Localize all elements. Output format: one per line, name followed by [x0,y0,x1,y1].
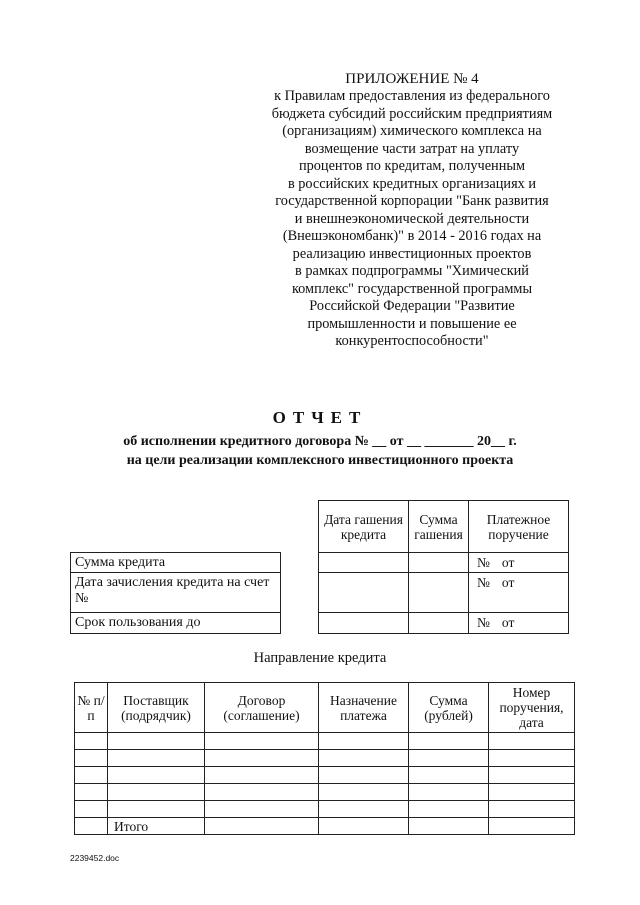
credit-table [70,500,569,634]
table-row [75,767,575,784]
credit-table-row [71,573,569,613]
header-repayment-date: Дата гашения кредита [319,501,409,553]
appendix-line: в рамках подпрограммы "Химический [295,263,529,279]
appendix-line: комплекс" государственной программы [291,280,533,297]
appendix-line: (организациям) химического комплекса на [282,123,542,139]
appendix-line: возмещение части затрат на уплату [304,140,520,157]
appendix-line: и внешнеэкономической деятельности [294,210,530,227]
row-label-usage-term: Срок пользования до [71,613,281,634]
direction-header-row [75,683,575,733]
header-order: Номер поручения, дата [489,683,575,733]
table-row [75,784,575,801]
payment-order-cell[interactable]: № от [469,553,569,573]
report-title: ОТЧЕТ [272,408,368,427]
appendix-line: Российской Федерации "Развитие [309,298,515,314]
appendix-line: реализацию инвестиционных проектов [292,245,532,262]
credit-table-row [71,553,569,573]
table-row [75,801,575,818]
credit-table-row [71,613,569,634]
header-num: № п/п [75,683,108,733]
table-row [75,733,575,750]
appendix-line: государственной корпорации "Банк развития [275,193,549,209]
repayment-amount-cell[interactable] [409,613,469,634]
appendix-line: (Внешэкономбанк)" в 2014 - 2016 годах на [282,228,542,244]
direction-title: Направление кредита [253,650,387,666]
appendix-line: конкурентоспособности" [335,333,489,349]
appendix-line: промышленности и повышение ее [307,315,517,332]
header-purpose: Назначение платежа [319,683,409,733]
appendix-line: в российских кредитных организациях и [287,175,537,192]
repayment-date-cell[interactable] [319,573,409,613]
report-subtitle-purpose: на цели реализации комплексного инвестиционного проекта [126,453,514,468]
repayment-amount-cell[interactable] [409,553,469,573]
header-repayment-amount: Сумма гашения [409,501,469,553]
payment-order-cell[interactable]: № от [469,573,569,613]
credit-table-header-row [71,501,569,553]
header-payment-order: Платежное поручение [469,501,569,553]
footer-filename: 2239452.doc [70,853,120,863]
header-supplier: Поставщик (подрядчик) [108,683,205,733]
report-subtitle-contract: об исполнении кредитного договора № __ от __ _______ 20__ г. [123,434,517,449]
payment-order-cell[interactable]: № от [469,613,569,634]
header-amount: Сумма (рублей) [409,683,489,733]
repayment-date-cell[interactable] [319,553,409,573]
appendix-line: процентов по кредитам, полученным [298,158,526,174]
header-contract: Договор (соглашение) [205,683,319,733]
table-row [75,750,575,767]
appendix-heading: ПРИЛОЖЕНИЕ № 4 [345,71,479,87]
repayment-amount-cell[interactable] [409,573,469,613]
repayment-date-cell[interactable] [319,613,409,634]
total-label: Итого [108,818,205,835]
row-label-credit-date: Дата зачисления кредита на счет № [71,573,281,613]
direction-table [74,682,575,835]
appendix-line: бюджета субсидий российским предприятиям [271,105,553,122]
appendix-line: к Правилам предоставления из федерального [274,88,550,104]
row-label-credit-amount: Сумма кредита [71,553,281,573]
total-row [75,818,575,835]
appendix-block [262,70,562,351]
